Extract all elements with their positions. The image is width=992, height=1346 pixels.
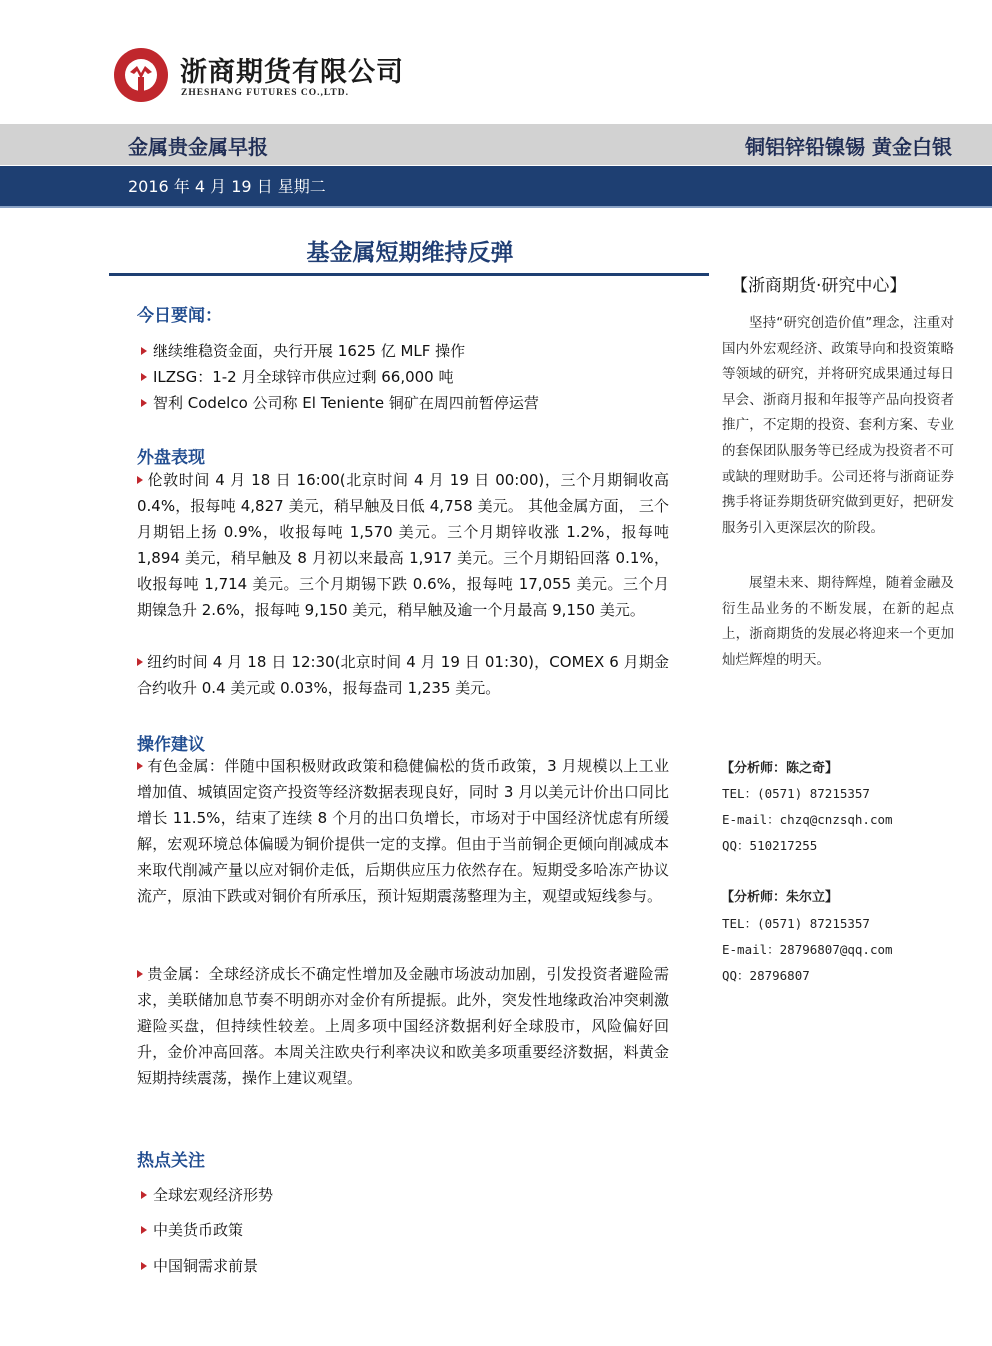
bullet-icon	[141, 347, 147, 355]
section-heading-news: 今日要闻：	[137, 306, 222, 326]
bullet-icon	[141, 373, 147, 381]
report-date: 2016 年 4 月 19 日 星期二	[128, 177, 326, 196]
analyst-name: 【分析师：陈之奇】	[721, 761, 839, 776]
sidebar-org-title: 【浙商期货·研究中心】	[731, 276, 907, 296]
bullet-icon	[137, 762, 143, 770]
bullet-icon	[141, 1191, 147, 1199]
focus-item: 中美货币政策	[141, 1219, 243, 1240]
analyst-email[interactable]: E-mail：28796807@qq.com	[722, 942, 893, 957]
company-logo-icon	[113, 47, 169, 103]
sidebar-outlook-paragraph: 展望未来、期待辉煌，随着金融及衍生品业务的不断发展，在新的起点上，浙商期货的发展必将迎来一个更加灿烂辉煌的明天。	[722, 575, 954, 668]
analyst-email[interactable]: E-mail：chzq@cnzsqh.com	[722, 812, 893, 827]
analyst-tel: TEL：(0571) 87215357	[722, 786, 870, 801]
report-type: 金属贵金属早报	[128, 135, 268, 159]
overseas-paragraph-newyork: 纽约时间 4 月 18 日 12:30(北京时间 4 月 19 日 01:30)，COMEX 6 月期金合约收升 0.4 美元或 0.03%，报每盎司 1,235 美元。	[137, 653, 669, 697]
news-item: 继续维稳资金面，央行开展 1625 亿 MLF 操作	[141, 340, 465, 361]
company-name-cn: 浙商期货有限公司	[180, 57, 404, 88]
section-heading-advice: 操作建议	[137, 735, 205, 755]
sidebar-intro-paragraph: 坚持“研究创造价值”理念，注重对国内外宏观经济、政策导向和投资策略等领域的研究，并将研究成果通过每日早会、浙商月报和年报等产品向投资者推广，不定期的投资、套利方案、专业的套保团队服务等已经成为投资者不可或缺的理财助手。公司还将与浙商证券携手将证券期货研究做到更好，把研发服务引入更深层次的阶段。	[722, 315, 954, 536]
report-title: 基金属短期维持反弹	[306, 240, 514, 266]
bullet-icon	[141, 399, 147, 407]
news-item: 智利 Codelco 公司称 El Teniente 铜矿在周四前暂停运营	[141, 392, 539, 413]
focus-item: 中国铜需求前景	[141, 1255, 258, 1276]
section-heading-focus: 热点关注	[137, 1151, 205, 1171]
metals-covered: 铜铝锌铅镍锡 黄金白银	[745, 135, 952, 159]
bullet-icon	[141, 1226, 147, 1234]
title-divider	[109, 273, 709, 276]
bullet-icon	[141, 1262, 147, 1270]
focus-item: 全球宏观经济形势	[141, 1184, 273, 1205]
company-name-en: ZHESHANG FUTURES CO.,LTD.	[181, 88, 349, 98]
overseas-paragraph-london: 伦敦时间 4 月 18 日 16:00(北京时间 4 月 19 日 00:00)，三个月期铜收高 0.4%，报每吨 4,827 美元，稍早触及日低 4,758 美元。 其他金属方面， 三个月期铝上扬 0.9%，收报每吨 1,570 美元。三个月期锌收涨 1.2%，报每吨 1,894 美元，稍早触及 8 月初以来最高 1,917 美元。三个月期铅回落 0.1%，收报每吨 1,714 美元。三个月期锡下跌 0.6%，报每吨 17,055 美元。三个月期镍急升 2.6%，报每吨 9,150 美元，稍早触及逾一个月最高 9,150 美元。	[137, 471, 669, 619]
bullet-icon	[137, 970, 143, 978]
advice-paragraph-base-metals: 有色金属：伴随中国积极财政政策和稳健偏松的货币政策，3 月规模以上工业增加值、城镇固定资产投资等经济数据表现良好，同时 3 月以美元计价出口同比增长 11.5%，结束了连续 8 个月的出口负增长，市场对于中国经济忧虑有所缓解，宏观环境总体偏暖为铜价提供一定的支撑。但由于当前铜企更倾向削减成本来取代削减产量以应对铜价走低，后期供应压力依然存在。短期受多哈冻产协议流产，原油下跌或对铜价有所承压，预计短期震荡整理为主，观望或短线参与。	[137, 757, 669, 905]
advice-paragraph-precious-metals: 贵金属：全球经济成长不确定性增加及金融市场波动加剧，引发投资者避险需求，美联储加息节奏不明朗亦对金价有所提振。此外，突发性地缘政治冲突刺激避险买盘，但持续性较差。上周多项中国经济数据利好全球股市，风险偏好回升，金价冲高回落。本周关注欧央行利率决议和欧美多项重要经济数据，料黄金短期持续震荡，操作上建议观望。	[137, 965, 669, 1087]
bullet-icon	[137, 476, 143, 484]
analyst-qq: QQ：510217255	[722, 838, 818, 853]
news-item: ILZSG：1-2 月全球锌市供应过剩 66,000 吨	[141, 366, 454, 387]
analyst-name: 【分析师：朱尔立】	[721, 890, 839, 905]
section-heading-overseas: 外盘表现	[137, 448, 205, 468]
analyst-qq: QQ：28796807	[722, 968, 810, 983]
analyst-tel: TEL：(0571) 87215357	[722, 916, 870, 931]
bullet-icon	[137, 658, 143, 666]
